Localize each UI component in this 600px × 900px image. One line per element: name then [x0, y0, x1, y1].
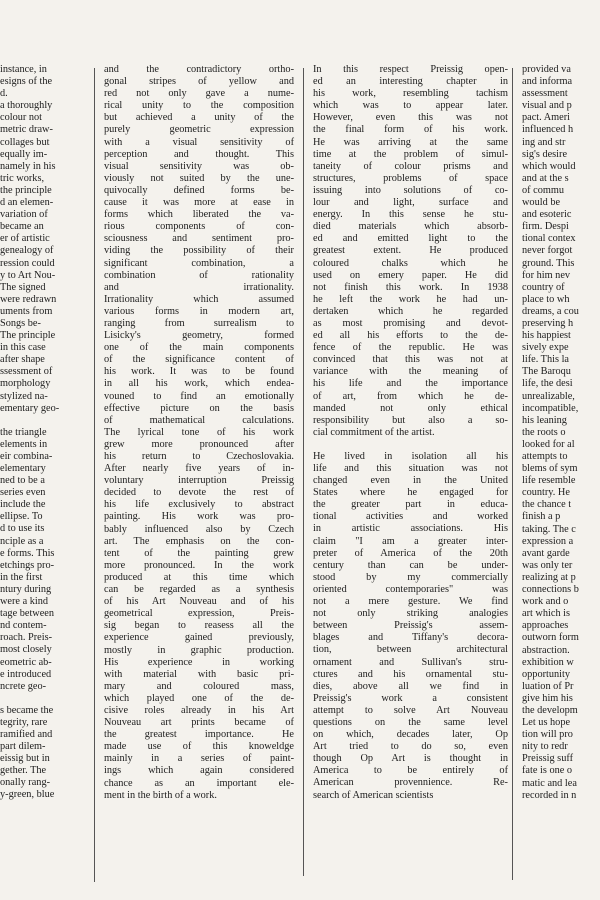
text-line: ranging from surrealism to [104, 317, 294, 329]
text-line: cisive roles already in his Art [104, 704, 294, 716]
text-line: morphology [0, 378, 51, 390]
text-line: However, even this was not [313, 112, 508, 124]
text-line: structures, problems of space [313, 172, 508, 184]
text-column-4 [522, 64, 600, 802]
text-line: tion will pro [522, 729, 573, 741]
text-line: used on emery paper. He did [313, 269, 508, 281]
text-line: life resemble [522, 475, 576, 487]
text-line: looked for al [522, 438, 575, 450]
text-line: the greater part in educa- [313, 499, 508, 511]
text-line: ned to be a [0, 475, 45, 487]
text-line: significant combination, a [104, 257, 294, 269]
text-line: and at the s [522, 172, 569, 184]
text-line: In this respect Preissig open- [313, 64, 508, 75]
text-line: ment in the birth of a work. [104, 789, 217, 801]
text-line: the final form of his work. [313, 124, 508, 136]
text-line: sciousness and sentiment pro- [104, 233, 294, 245]
text-line: The lyrical tone of his work [104, 426, 294, 438]
text-line: were redrawn [0, 293, 57, 305]
text-line: in this case [0, 342, 46, 354]
text-line: opportunity [522, 668, 571, 680]
text-line: grew more pronounced after [104, 438, 294, 450]
text-line: matic and lea [522, 777, 577, 789]
text-line: eir combina- [0, 450, 53, 462]
text-line: never forgot [522, 245, 573, 257]
text-line: experience gained previously, [104, 632, 294, 644]
text-line: attempt to solve Art Nouveau [313, 704, 508, 716]
text-line: ellipse. To [0, 511, 43, 523]
text-line: ground. This [522, 257, 575, 269]
text-line: The signed [0, 281, 46, 293]
text-line: his happiest [522, 330, 571, 342]
text-line: was only ter [522, 559, 573, 571]
text-line: his work. It was to be found [104, 366, 294, 378]
text-line: nity to redr [522, 741, 568, 753]
text-line: decided to devote the rest of [104, 487, 294, 499]
text-line: e forms. This [0, 547, 55, 559]
paragraph-gap [313, 439, 508, 451]
text-line: realizing at p [522, 571, 576, 583]
text-line: provided va [522, 64, 571, 75]
text-line: stood by my commercially [313, 571, 508, 583]
text-line: He lived in isolation all his [313, 450, 508, 462]
text-line: American provennience. Re- [313, 777, 508, 789]
text-line: exhibition w [522, 656, 574, 668]
text-line: The principle [0, 330, 56, 342]
text-line: taneity of colour prisms and [313, 160, 508, 172]
text-line: esigns of the [0, 76, 53, 88]
paragraph-gap [0, 693, 85, 705]
text-line: stylized na- [0, 390, 48, 402]
text-line: expression a [522, 535, 574, 547]
text-line: bably influenced also by Czech [104, 523, 294, 535]
text-line: blages and Tiffany's decora- [313, 632, 508, 644]
text-line: and the contradictory ortho- [104, 64, 294, 75]
text-line: blems of sym [522, 463, 578, 475]
paragraph [522, 64, 600, 802]
text-line: ed and emitted light to the [313, 233, 508, 245]
text-line: ornament and Sullivan's stru- [313, 656, 508, 668]
text-line: Lisicky's geometry, formed [104, 330, 294, 342]
text-line: of his Art Nouveau and of his [104, 596, 294, 608]
text-line: ings which again considered [104, 765, 294, 777]
text-line: oriented contemporaries" was [313, 583, 508, 595]
text-line: America to be entirely of [313, 765, 508, 777]
text-line: mostly in graphic production. [104, 644, 294, 656]
text-line: not only striking analogies [313, 608, 508, 620]
text-line: onally rang- [0, 777, 51, 789]
text-line: pact. Ameri [522, 112, 571, 124]
text-line: would be [522, 197, 561, 209]
text-line: Irrationality which assumed [104, 293, 294, 305]
text-line: tegrity, rare [0, 716, 48, 728]
text-line: effective picture on the basis [104, 402, 294, 414]
text-line: rical unity to the composition [104, 100, 294, 112]
text-line: genealogy of [0, 245, 54, 257]
paragraph [0, 427, 85, 693]
paragraph [313, 451, 508, 802]
text-line: ing and str [522, 136, 566, 148]
text-line: were a kind [0, 596, 49, 608]
text-line: with material with basic pri- [104, 668, 294, 680]
text-line: s became the [0, 704, 54, 716]
text-line: on which, decades later, Op [313, 729, 508, 741]
text-line: in the first [0, 571, 43, 583]
text-line: purely geometric expression [104, 124, 294, 136]
text-line: issuing into solutions of co- [313, 184, 508, 196]
text-line: and irrationality. [104, 281, 294, 293]
text-line: a thoroughly [0, 100, 53, 112]
text-line: ctures and his ornamental stu- [313, 668, 508, 680]
text-line: y-green, blue [0, 789, 55, 801]
text-line: namely in his [0, 160, 56, 172]
text-line: After nearly five years of in- [104, 463, 294, 475]
text-line: which was to appear later. [313, 100, 508, 112]
text-line: eometric ab- [0, 656, 52, 668]
paragraph [104, 64, 294, 802]
text-line: dies, above all we find in [313, 680, 508, 692]
text-line: The Baroqu [522, 366, 571, 378]
text-line: approaches [522, 620, 569, 632]
text-line: died materials which absorb- [313, 221, 508, 233]
text-line: life, the desi [522, 378, 573, 390]
text-line: viously not suited by the une- [104, 172, 294, 184]
text-line: ression could [0, 257, 55, 269]
text-line: cial commitment of the artist. [313, 426, 435, 438]
text-line: convinced that this was not at [313, 354, 508, 366]
text-line: preter of America of the 20th [313, 547, 508, 559]
text-line: quivocally defined forms be- [104, 184, 294, 196]
text-line: metric draw- [0, 124, 53, 136]
text-line: visual sensitivity was ob- [104, 160, 294, 172]
text-line: of the significance content of [104, 354, 294, 366]
text-line: he left the work he had un- [313, 293, 508, 305]
text-line: His experience in working [104, 656, 294, 668]
text-line: life and this situation was not [313, 463, 508, 474]
text-line: manded not only ethical [313, 402, 508, 414]
text-line: his leaning [522, 414, 567, 426]
text-line: coloured chalks which he [313, 257, 508, 269]
text-line: but achieved a unity of the [104, 112, 294, 124]
text-column-2 [104, 64, 294, 802]
text-line: colour not [0, 112, 43, 124]
text-line: unrealizable, [522, 390, 575, 402]
text-line: the chance t [522, 499, 572, 511]
text-line: can be regarded as a synthesis [104, 584, 294, 596]
text-line: produced at this time which [104, 571, 294, 583]
text-line: one of the main components [104, 342, 294, 354]
text-line: dertaken which he regarded [313, 305, 508, 317]
text-line: vouned to find an emotionally [104, 390, 294, 402]
text-line: eissig but in [0, 753, 50, 765]
text-line: tion, between architectural [313, 644, 508, 656]
text-line: give him his [522, 692, 573, 704]
text-line: after shape [0, 354, 45, 366]
text-line: d to use its [0, 523, 45, 535]
paragraph-gap [0, 415, 85, 427]
text-line: He was arriving at the same [313, 136, 508, 148]
text-line: incompatible, [522, 402, 579, 414]
text-line: rious components of con- [104, 221, 294, 233]
text-line: energy. In this sense he stu- [313, 209, 508, 221]
text-line: the roots o [522, 426, 566, 438]
text-line: art which is [522, 608, 571, 620]
text-line: forms which liberated the va- [104, 209, 294, 221]
text-line: connections b [522, 584, 579, 596]
text-line: ed all his efforts to the de- [313, 330, 508, 342]
text-line: not finish this work. In 1938 [313, 281, 508, 293]
text-line: of mathematical calculations. [104, 414, 294, 426]
text-line: elements in [0, 438, 48, 450]
text-line: life. This la [522, 354, 569, 366]
text-line: red not only gave a nume- [104, 88, 294, 100]
paragraph [0, 705, 85, 802]
text-line: made use of this knoweldge [104, 741, 294, 753]
text-line: Nouveau art prints became of [104, 717, 294, 729]
text-line: the developm [522, 704, 578, 716]
text-line: equally im- [0, 148, 48, 160]
text-line: States where he engaged for [313, 487, 508, 499]
text-line: Preissig suff [522, 753, 574, 765]
text-line: tional contex [522, 233, 576, 245]
text-line: Songs be- [0, 317, 41, 329]
text-line: combination of rationality [104, 269, 294, 281]
text-line: in artistic associations. His [313, 523, 508, 535]
text-line: his return to Czechoslovakia. [104, 451, 294, 462]
text-line: roach. Preis- [0, 632, 53, 644]
text-line: ed an interesting chapter in [313, 76, 508, 88]
text-line: various forms in modern art, [104, 305, 294, 317]
text-line: fate is one o [522, 765, 573, 777]
text-line: most closely [0, 644, 52, 656]
text-line: finish a p [522, 511, 561, 523]
text-line: ementary geo- [0, 402, 60, 414]
text-line: country of [522, 281, 565, 293]
text-line: questions on the same level [313, 716, 508, 728]
text-line: of art, from which he de- [313, 390, 508, 402]
text-line: instance, in [0, 64, 47, 75]
text-line: became an [0, 221, 44, 233]
text-line: etchings pro- [0, 559, 55, 571]
text-line: his work, resembling tachism [313, 88, 508, 100]
text-line: abstraction. [522, 644, 570, 656]
text-line: ssessment of [0, 366, 53, 378]
text-line: perception and thought. This [104, 148, 294, 160]
text-line: y to Art Nou- [0, 269, 56, 281]
text-line: Art tried to do so, even [313, 741, 508, 753]
text-line: which played one of the de- [104, 692, 294, 704]
text-line: and esoteric [522, 209, 572, 221]
text-line: century than can be under- [313, 559, 508, 571]
text-line: ntury during [0, 583, 52, 595]
text-line: tional activities and worked [313, 511, 508, 523]
text-column-3 [313, 64, 508, 802]
text-line: claim "I am a greater inter- [313, 535, 508, 547]
text-line: series even [0, 487, 46, 499]
text-line: gonal stripes of yellow and [104, 76, 294, 88]
text-line: preserving h [522, 317, 574, 329]
text-line: voluntary interruption Preissig [104, 475, 294, 487]
text-line: taking. The c [522, 523, 576, 535]
text-line: greatest extent. He produced [313, 245, 508, 257]
text-line: more pronounced. In the work [104, 559, 294, 571]
text-line: er of artistic [0, 233, 50, 245]
column-rule-1 [94, 68, 95, 882]
text-line: sively expe [522, 342, 569, 354]
text-line: ncrete geo- [0, 680, 47, 692]
text-line: d. [0, 88, 8, 100]
text-line: between Preissig's assem- [313, 620, 508, 632]
text-line: mary and coloured mass, [104, 680, 294, 692]
text-column-1 [0, 64, 85, 802]
text-line: in all his work, which endea- [104, 378, 294, 390]
text-line: sig began to reasess all the [104, 620, 294, 632]
text-line: not a mere gesture. We find [313, 596, 508, 608]
text-line: with a visual sensitivity of [104, 136, 294, 148]
text-line: his life exclusively to abstract [104, 499, 294, 511]
text-line: changed even in the United [313, 475, 508, 487]
paragraph [0, 64, 85, 415]
text-line: attempts to [522, 451, 568, 462]
paragraph [313, 64, 508, 439]
text-line: Preissig's work a consistent [313, 692, 508, 704]
text-line: tric works, [0, 172, 45, 184]
text-line: which would [522, 160, 576, 172]
text-line: fence of the republic. He was [313, 342, 508, 354]
text-line: as most promising and devot- [313, 317, 508, 329]
text-line: collages but [0, 136, 50, 148]
text-line: for him nev [522, 269, 571, 281]
text-line: e introduced [0, 668, 52, 680]
text-line: part dilem- [0, 741, 46, 753]
text-line: influenced h [522, 124, 574, 136]
text-line: variance with the meaning of [313, 366, 508, 378]
text-line: d an elemen- [0, 197, 54, 209]
text-line: uments from [0, 305, 53, 317]
text-line: recorded in n [522, 789, 577, 801]
text-line: responsibility but also a so- [313, 414, 508, 426]
text-line: painting. His work was pro- [104, 511, 294, 523]
text-line: outworn form [522, 632, 579, 644]
text-line: elementary [0, 463, 46, 474]
text-line: Let us hope [522, 717, 571, 729]
text-line: sig's desire [522, 148, 568, 160]
column-rule-3 [512, 68, 513, 880]
text-line: mainly in a series of paint- [104, 753, 294, 765]
text-line: cause it was more at ease in [104, 197, 294, 209]
text-line: search of American scientists [313, 789, 434, 801]
text-line: nd contem- [0, 620, 47, 632]
text-line: country. He [522, 487, 570, 499]
text-line: the triangle [0, 426, 47, 438]
text-line: variation of [0, 209, 48, 221]
column-rule-2 [303, 68, 304, 876]
text-line: ramified and [0, 728, 53, 740]
text-line: work and o [522, 596, 569, 608]
text-line: viding the possibility of their [104, 245, 294, 257]
text-line: time at the problem of simul- [313, 148, 508, 160]
text-line: chance as an important ele- [104, 777, 294, 789]
text-line: the principle [0, 184, 52, 196]
text-line: geometrical expression, Preis- [104, 608, 294, 620]
text-line: and informa [522, 76, 573, 88]
text-line: nciple as a [0, 535, 44, 547]
text-line: though Op Art is thought in [313, 753, 508, 765]
text-line: include the [0, 499, 46, 511]
text-line: art. The emphasis on the con- [104, 535, 294, 547]
text-line: luation of Pr [522, 680, 574, 692]
text-line: his life and the importance [313, 378, 508, 390]
text-line: dreams, a cou [522, 305, 579, 317]
text-line: assessment [522, 88, 568, 100]
text-line: of commu [522, 184, 565, 196]
text-line: place to wh [522, 293, 570, 305]
text-line: the greatest importance. He [104, 729, 294, 741]
text-line: visual and p [522, 100, 572, 112]
text-line: avant garde [522, 547, 570, 559]
text-line: tage between [0, 608, 55, 620]
text-line: firm. Despi [522, 221, 569, 233]
text-line: tent of the painting grew [104, 547, 294, 559]
text-line: gether. The [0, 765, 47, 777]
text-line: lour and light, surface and [313, 197, 508, 209]
